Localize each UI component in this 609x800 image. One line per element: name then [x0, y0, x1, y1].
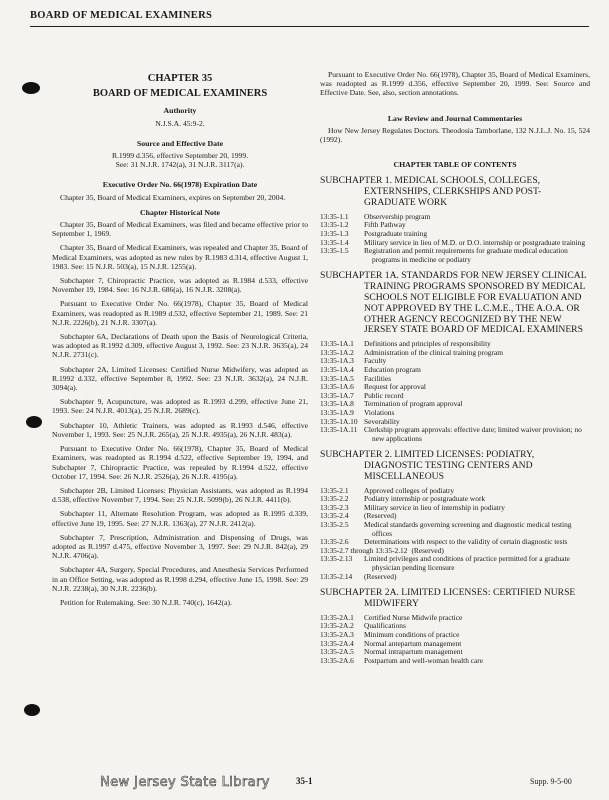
page-number: 35-1	[296, 776, 313, 786]
chapter-title: BOARD OF MEDICAL EXAMINERS	[92, 88, 268, 100]
toc-section-number: 13:35-1.1	[320, 211, 349, 221]
toc-entry	[320, 221, 590, 230]
toc-section-number: 13:35-2A.5	[320, 647, 354, 657]
history-paragraph: Pursuant to Executive Order No. 66(1978), Chapter 35, Board of Medical Examiners, was readopted as R.1994 d.522, effective September 19, 1994, and Subchapter 7, Chiropractic Practice, was repealed by R.1994 d.522, effective October 17, 1994. See: 26 N.J.R. 2526(a), 26 N.J.R. 4195(a).	[52, 444, 308, 481]
toc-section-title: Postpartum and well-woman health care	[364, 655, 484, 665]
toc-entry	[320, 657, 590, 666]
toc-section-number: 13:35-2.3	[320, 502, 349, 512]
toc-section-title: Termination of program approval	[364, 399, 463, 409]
toc-section-title: Approved colleges of podiatry	[364, 485, 455, 495]
toc-entry	[320, 375, 590, 384]
toc-section-title: Observership program	[364, 211, 431, 221]
law-review-text: How New Jersey Regulates Doctors. Theodosia Tamborlane, 132 N.J.L.J. No. 15, 524 (1992).	[320, 125, 590, 145]
expiration-text: Chapter 35, Board of Medical Examiners, expires on September 20, 2004.	[60, 192, 286, 202]
toc-section-number: 13:35-2A.6	[320, 655, 354, 665]
history-paragraph: Subchapter 11, Alternate Resolution Program, was adopted as R.1995 d.339, effective June 19, 1995. See: 27 N.J.R. 1363(a), 27 N.J.R. 2412(a).	[52, 509, 308, 528]
toc-entry	[320, 555, 590, 572]
binder-hole-bottom	[24, 704, 40, 716]
toc-section-title: Certified Nurse Midwife practice	[364, 612, 463, 622]
toc-entry	[320, 573, 590, 582]
toc-section-number: 13:35-2A.1	[320, 612, 354, 622]
toc-section-title: Military service in lieu of internship in podiatry	[364, 502, 506, 512]
history-paragraph: Chapter 35, Board of Medical Examiners, was filed and became effective prior to September 1, 1969.	[52, 220, 308, 239]
history-paragraph: Pursuant to Executive Order No. 66(1978), Chapter 35, Board of Medical Examiners, was readopted as R.1989 d.532, effective September 21, 1989. See: 21 N.J.R. 2226(b), 21 N.J.R. 3307(a).	[52, 299, 308, 327]
toc-section-title: Severability	[364, 416, 400, 426]
toc-heading: CHAPTER TABLE OF CONTENTS	[393, 160, 517, 170]
toc-section-number: 13:35-1A.4	[320, 364, 354, 374]
toc-section-number: 13:35-1.4	[320, 237, 349, 247]
toc-section-number: 13:35-1A.10	[320, 416, 358, 426]
history-paragraph: Pursuant to Executive Order No. 66(1978), Chapter 35, Board of Medical Examiners, was readopted as R.1999 d.356, effective September 20, 1999. See: Source and Effective Date. See, also, section annotations.	[320, 70, 590, 98]
history-heading: Chapter Historical Note	[140, 207, 220, 217]
toc-section-title: Education program	[364, 364, 421, 374]
history-paragraph: Chapter 35, Board of Medical Examiners, was repealed and Chapter 35, Board of Medical Examiners, was adopted as new rules by R.1983 d.314, effective August 1, 1983. See: 15 N.J.R. 503(a), 15 N.J.R. 1255(a).	[52, 243, 308, 271]
toc-section-title: Faculty	[364, 356, 387, 366]
history-paragraph: Subchapter 2A, Limited Licenses: Certified Nurse Midwifery, was adopted as R.1992 d.332, effective September 8, 1992. See: 23 N.J.R. 3632(a), 24 N.J.R. 3094(a).	[52, 364, 308, 393]
toc-subchapter-title: SUBCHAPTER 1A. STANDARDS FOR NEW JERSEY CLINICAL TRAINING PROGRAMS SPONSORED BY MEDICAL SCHOOLS NOT ELIGIBLE FOR EVALUATION AND NOT APPROVED BY THE L.C.M.E., THE A.O.A. OR OTHER AGENCY RECOGNIZED BY THE NEW JERSEY STATE BOARD OF MEDICAL EXAMINERS	[320, 270, 587, 336]
toc-section-number: 13:35-2A.4	[320, 638, 354, 648]
binder-hole-middle	[26, 416, 42, 428]
library-watermark: New Jersey State Library	[100, 775, 270, 790]
toc-section-number: 13:35-2.13	[320, 554, 353, 564]
toc-entry	[320, 383, 590, 392]
left-column	[52, 70, 308, 612]
toc-section-title: Request for approval	[364, 382, 426, 392]
running-head: BOARD OF MEDICAL EXAMINERS	[30, 10, 213, 21]
toc-section-number: 13:35-1A.2	[320, 347, 354, 357]
toc-section-title: Determinations with respect to the validity of certain diagnostic tests	[364, 537, 568, 547]
toc-subchapter-title: SUBCHAPTER 2. LIMITED LICENSES: PODIATRY, DIAGNOSTIC TESTING CENTERS AND MISCELLANEOUS	[320, 449, 535, 482]
right-column	[320, 70, 590, 665]
toc-section-number: 13:35-1A.6	[320, 382, 354, 392]
authority-heading: Authority	[163, 106, 197, 116]
chapter-number: CHAPTER 35	[147, 73, 213, 84]
toc-entry	[320, 349, 590, 358]
toc-section-number: 13:35-2A.3	[320, 629, 354, 639]
binder-hole-top	[22, 82, 40, 94]
source-line: See: 31 N.J.R. 1742(a), 31 N.J.R. 3117(a).	[115, 160, 245, 170]
toc-section-title: Facilities	[364, 373, 392, 383]
toc-section-title: Normal intrapartum management	[364, 647, 463, 657]
toc-section-title: Fifth Pathway	[364, 220, 406, 230]
toc-section-title: Clerkship program approvals: effective date; limited waiver provision; no new applications	[364, 425, 582, 443]
toc-section-number: 13:35-1A.9	[320, 407, 354, 417]
toc-section-title: (Reserved)	[364, 571, 397, 581]
toc-section-number: 13:35-2.2	[320, 494, 349, 504]
toc-section-title: Definitions and principles of responsibility	[364, 339, 491, 349]
history-paragraph: Subchapter 10, Athletic Trainers, was adopted as R.1993 d.546, effective November 1, 1993. See: 25 N.J.R. 265(a), 25 N.J.R. 4935(a), 26 N.J.R. 483(a).	[52, 420, 308, 439]
toc-section-title: Qualifications	[364, 621, 406, 631]
supplement-date: Supp. 9-5-00	[530, 777, 572, 786]
toc-section-number: 13:35-1A.11	[320, 425, 358, 435]
history-paragraph: Subchapter 2B, Limited Licenses: Physician Assistants, was adopted as R.1994 d.538, effective November 7, 1994. See: 25 N.J.R. 5099(b), 26 N.J.R. 4411(b).	[52, 485, 308, 505]
toc-section-number: 13:35-2.4	[320, 511, 349, 521]
toc-section-title: (Reserved)	[364, 511, 397, 521]
toc-entry	[320, 357, 590, 366]
toc-section-title: Military service in lieu of M.D. or D.O. internship or postgraduate training	[364, 237, 586, 247]
toc-section-title: Normal antepartum management	[364, 638, 462, 648]
toc-section-title: Violations	[364, 407, 395, 417]
toc-section-title: (Reserved)	[411, 545, 444, 555]
toc-section-number: 13:35-1A.3	[320, 356, 354, 366]
toc-entry	[320, 213, 590, 222]
toc-entry	[320, 366, 590, 375]
toc-entry	[320, 400, 590, 409]
toc-section-number: 13:35-1.3	[320, 229, 349, 238]
toc-section-number: 13:35-2A.2	[320, 621, 354, 631]
toc-section-number: 13:35-2.1	[320, 485, 349, 495]
toc-section-title: Registration and permit requirements for graduate medical education programs in medicine or podiatry	[364, 246, 568, 264]
toc-entry	[320, 409, 590, 418]
toc-section-number: 13:35-1.2	[320, 220, 349, 230]
toc-subchapter-title: SUBCHAPTER 2A. LIMITED LICENSES: CERTIFIED NURSE MIDWIFERY	[320, 587, 576, 609]
toc-section-number: 13:35-1A.1	[320, 339, 354, 349]
history-paragraph: Subchapter 7, Prescription, Administration and Dispensing of Drugs, was adopted as R.1997 d.475, effective November 3, 1997. See: 29 N.J.R. 842(a), 29 N.J.R. 4706(a).	[52, 532, 308, 561]
toc-section-title: Administration of the clinical training program	[364, 347, 503, 357]
source-heading: Source and Effective Date	[136, 138, 224, 148]
authority-text: N.J.S.A. 45:9-2.	[155, 118, 205, 128]
toc-section-title: Postgraduate training	[364, 229, 428, 238]
toc-entry	[320, 614, 590, 623]
toc-section-title: Minimum conditions of practice	[364, 629, 460, 639]
toc-entry	[320, 521, 590, 538]
toc-subchapter-title: SUBCHAPTER 1. MEDICAL SCHOOLS, COLLEGES, EXTERNSHIPS, CLERKSHIPS AND POST-GRADUATE WORK	[320, 175, 542, 209]
source-line: R.1999 d.356, effective September 20, 1999.	[111, 151, 249, 161]
toc-section-number: 13:35-2.7 through 13:35-2.12	[320, 545, 408, 555]
toc-entry	[320, 504, 590, 513]
history-paragraph: Petition for Rulemaking. See: 30 N.J.R. 740(c), 1642(a).	[60, 597, 232, 607]
history-paragraph: Subchapter 4A, Surgery, Special Procedures, and Anesthesia Services Performed in an Office Setting, was adopted as R.1998 d.294, effective June 15, 1998. See: 29 N.J.R. 2238(a), 30 N.J.R. 2236(b).	[52, 565, 308, 593]
table-of-contents	[320, 176, 590, 665]
history-paragraph: Subchapter 9, Acupuncture, was adopted as R.1993 d.299, effective June 21, 1993. See: 24 N.J.R. 4013(a), 25 N.J.R. 2689(c).	[52, 397, 308, 416]
toc-section-number: 13:35-2.5	[320, 520, 349, 530]
history-paragraph: Subchapter 7, Chiropractic Practice, was adopted as R.1984 d.533, effective November 19, 1984. See: 16 N.J.R. 686(a), 16 N.J.R. 3208(a).	[52, 276, 308, 295]
toc-entry	[320, 247, 590, 264]
toc-section-title: Medical standards governing screening and diagnostic medical testing offices	[364, 520, 572, 538]
history-paragraph: Subchapter 6A, Declarations of Death upon the Basis of Neurological Criteria, was adopted as R.1992 d.309, effective August 3, 1992. See: 23 N.J.R. 3635(a), 24 N.J.R. 2731(c).	[52, 332, 308, 360]
toc-section-title: Limited privileges and conditions of practice permitted for a graduate physician pending licensure	[364, 554, 570, 573]
toc-section-title: Public record	[364, 390, 404, 400]
toc-section-number: 13:35-1.5	[320, 246, 349, 256]
toc-section-number: 13:35-2.6	[320, 537, 349, 547]
toc-section-number: 13:35-1A.7	[320, 390, 354, 400]
expiration-heading: Executive Order No. 66(1978) Expiration Date	[102, 180, 258, 190]
law-review-heading: Law Review and Journal Commentaries	[387, 113, 523, 123]
toc-entry	[320, 426, 590, 443]
toc-section-number: 13:35-1A.8	[320, 399, 354, 409]
toc-section-title: Podiatry internship or postgraduate work	[364, 494, 486, 504]
toc-section-number: 13:35-2.14	[320, 571, 353, 581]
toc-section-number: 13:35-1A.5	[320, 373, 354, 383]
header-rule	[30, 26, 589, 27]
